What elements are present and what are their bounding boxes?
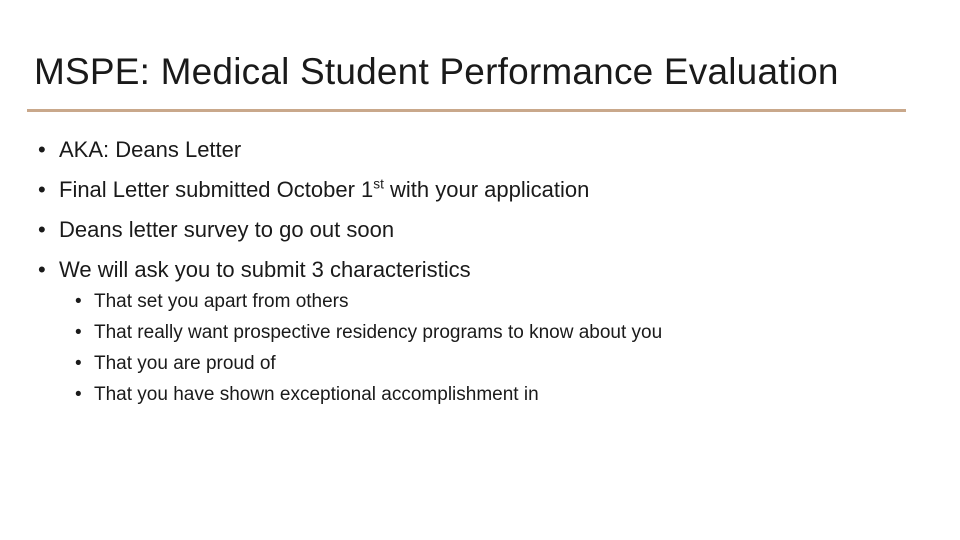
ordinal-superscript: st: [373, 176, 384, 192]
sub-bullet-dot: •: [75, 384, 82, 405]
bullet-text-part: with your application: [383, 177, 590, 202]
sub-bullet-item: [75, 379, 662, 410]
bullet-dot: •: [38, 257, 46, 282]
bullet-item: [38, 210, 589, 250]
bullet-dot: •: [38, 177, 46, 202]
title-divider: [27, 109, 906, 112]
bullet-text: We will ask you to submit 3 characteristics: [59, 257, 471, 282]
sub-bullet-list: [75, 286, 662, 410]
sub-bullet-dot: •: [75, 291, 82, 312]
bullet-text-part: Final Letter submitted October 1: [59, 177, 374, 202]
bullet-dot: •: [38, 217, 46, 242]
sub-bullet-text: That set you apart from others: [94, 291, 349, 312]
bullet-dot: •: [38, 137, 46, 162]
sub-bullet-dot: •: [75, 322, 82, 343]
sub-bullet-text: That you are proud of: [94, 353, 276, 374]
sub-bullet-text: That really want prospective residency programs to know about you: [94, 322, 663, 343]
slide-title: MSPE: Medical Student Performance Evaluation: [34, 51, 839, 92]
bullet-text: AKA: Deans Letter: [59, 137, 242, 162]
bullet-text: [59, 177, 589, 202]
bullet-item: [38, 170, 589, 210]
sub-bullet-item: [75, 317, 662, 348]
sub-bullet-text: That you have shown exceptional accomplishment in: [94, 384, 539, 405]
sub-bullet-dot: •: [75, 353, 82, 374]
sub-bullet-item: [75, 348, 662, 379]
bullet-text: Deans letter survey to go out soon: [59, 217, 395, 242]
sub-bullet-item: [75, 286, 662, 317]
bullet-item: [38, 250, 589, 290]
bullet-item: [38, 130, 589, 170]
bullet-list: [38, 130, 589, 290]
